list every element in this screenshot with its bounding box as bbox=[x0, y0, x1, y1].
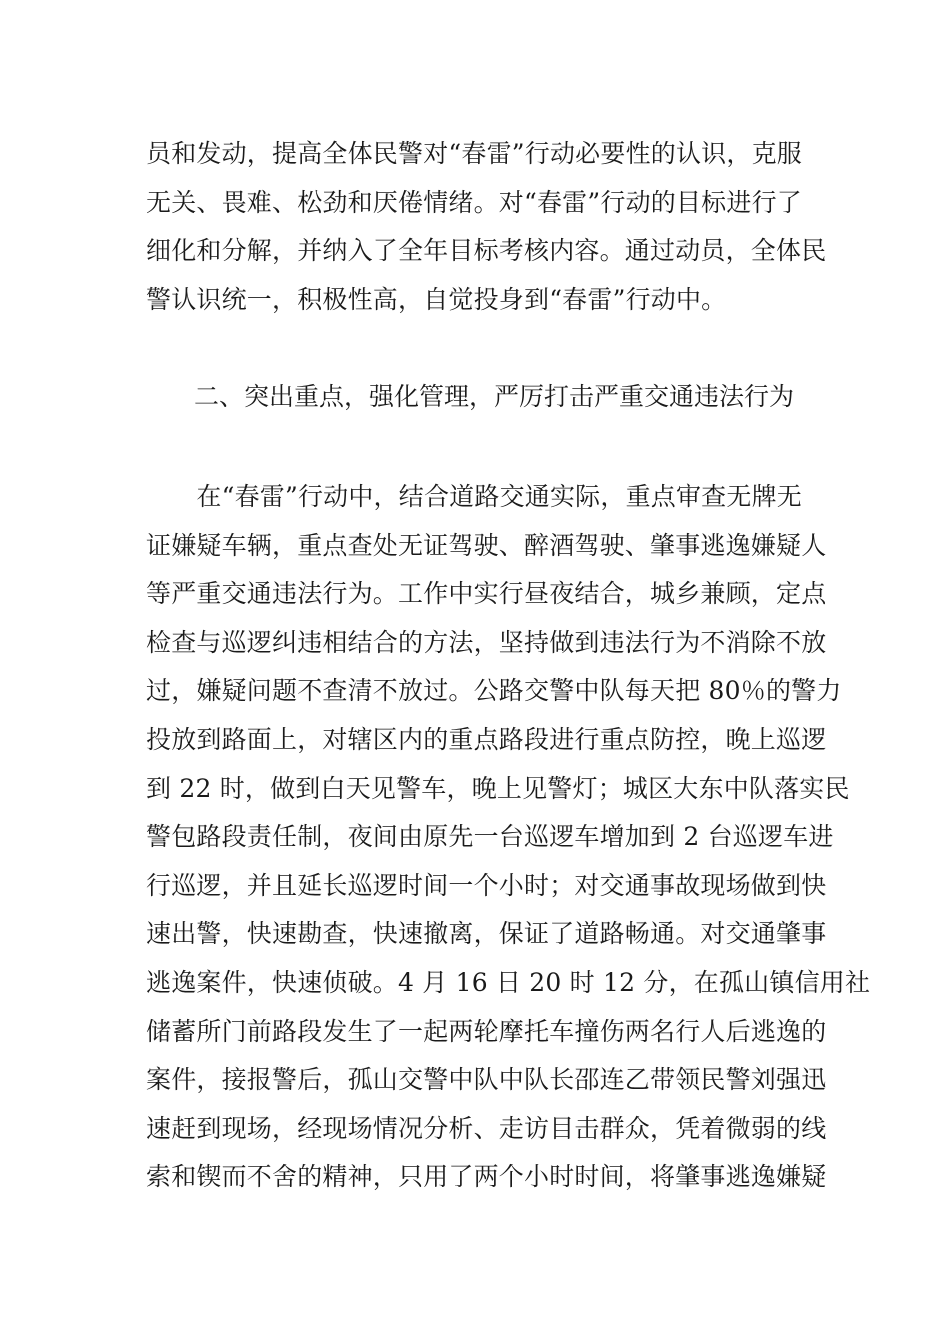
paragraph-line: 速赶到现场，经现场情况分析、走访目击群众，凭着微弱的线 bbox=[146, 1113, 827, 1143]
paragraph-line: 逃逸案件，快速侦破。4 月 16 日 20 时 12 分，在孤山镇信用社 bbox=[146, 967, 871, 997]
paragraph-line: 警认识统一，积极性高，自觉投身到“春雷”行动中。 bbox=[146, 284, 727, 314]
paragraph-line: 警包路段责任制，夜间由原先一台巡逻车增加到 2 台巡逻车进 bbox=[146, 822, 834, 852]
paragraph-line: 案件，接报警后，孤山交警中队中队长邵连乙带领民警刘强迅 bbox=[146, 1065, 827, 1095]
paragraph-line: 行巡逻，并且延长巡逻时间一个小时；对交通事故现场做到快 bbox=[146, 870, 827, 900]
paragraph-line: 无关、畏难、松劲和厌倦情绪。对“春雷”行动的目标进行了 bbox=[146, 187, 802, 217]
paragraph-line: 到 22 时，做到白天见警车，晚上见警灯；城区大东中队落实民 bbox=[146, 773, 850, 803]
paragraph-line: 过，嫌疑问题不查清不放过。公路交警中队每天把 80％的警力 bbox=[146, 676, 842, 706]
paragraph-line: 在“春雷”行动中，结合道路交通实际，重点审查无牌无 bbox=[146, 482, 802, 511]
paragraph-2 bbox=[146, 473, 871, 1202]
paragraph-line: 储蓄所门前路段发生了一起两轮摩托车撞伤两名行人后逃逸的 bbox=[146, 1016, 827, 1046]
paragraph-line: 速出警，快速勘查，快速撤离，保证了道路畅通。对交通肇事 bbox=[146, 919, 827, 949]
paragraph-line: 细化和分解，并纳入了全年目标考核内容。通过动员，全体民 bbox=[146, 236, 827, 266]
paragraph-line: 投放到路面上，对辖区内的重点路段进行重点防控，晚上巡逻 bbox=[146, 724, 827, 754]
section-heading: 二、突出重点，强化管理，严厉打击严重交通违法行为 bbox=[194, 382, 795, 411]
paragraph-line: 证嫌疑车辆，重点查处无证驾驶、醉酒驾驶、肇事逃逸嫌疑人 bbox=[146, 530, 827, 560]
paragraph-line: 员和发动，提高全体民警对“春雷”行动必要性的认识，克服 bbox=[146, 139, 802, 168]
paragraph-1 bbox=[146, 130, 827, 324]
paragraph-line: 检查与巡逻纠违相结合的方法，坚持做到违法行为不消除不放 bbox=[146, 627, 827, 657]
paragraph-line: 索和锲而不舍的精神，只用了两个小时时间，将肇事逃逸嫌疑 bbox=[146, 1162, 827, 1192]
paragraph-line: 等严重交通违法行为。工作中实行昼夜结合，城乡兼顾，定点 bbox=[146, 579, 827, 609]
